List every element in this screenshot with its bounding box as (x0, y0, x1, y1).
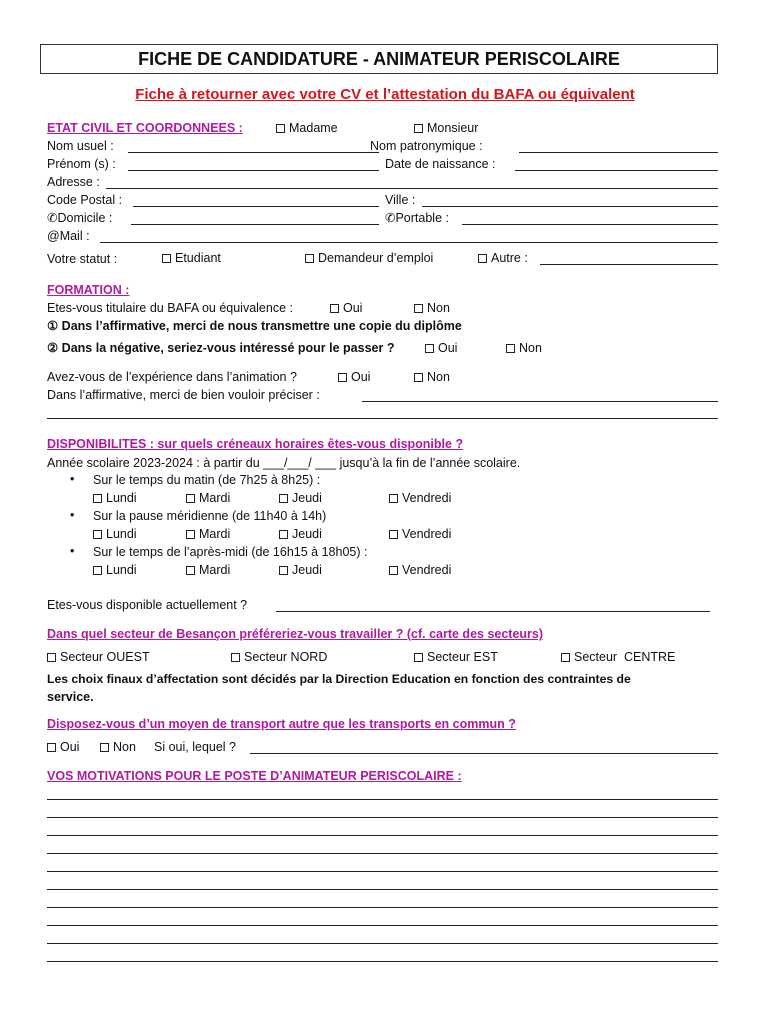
portable-label: ✆Portable : (385, 211, 449, 225)
motivation-line[interactable] (47, 961, 718, 962)
madame-checkbox[interactable] (276, 124, 285, 133)
form-title: FICHE DE CANDIDATURE - ANIMATEUR PERISCOLAIRE (40, 44, 718, 74)
ville-field[interactable] (422, 206, 718, 207)
passer-oui-checkbox[interactable] (425, 344, 434, 353)
date-naissance-field[interactable] (515, 170, 718, 171)
bafa-oui-option[interactable] (330, 300, 362, 316)
adresse-field[interactable] (106, 188, 718, 189)
formation-heading: FORMATION : (47, 283, 130, 297)
secteur-centre-option[interactable] (561, 649, 675, 665)
motivation-line[interactable] (47, 943, 718, 944)
date-naissance-label: Date de naissance : (385, 157, 496, 171)
secteur-label: Secteur EST (427, 650, 498, 664)
motivations-heading: VOS MOTIVATIONS POUR LE POSTE D’ANIMATEUR PERISCOLAIRE : (47, 769, 462, 783)
creneau-apres-midi: Sur le temps de l’après-midi (de 16h15 à 18h05) : (93, 545, 368, 559)
monsieur-option[interactable] (414, 120, 478, 136)
lequel-label: Si oui, lequel ? (154, 740, 237, 754)
experience-non-label: Non (427, 370, 450, 384)
prenom-label: Prénom (s) : (47, 157, 116, 171)
midi-vendredi-checkbox[interactable] (389, 530, 398, 539)
prenom-field[interactable] (128, 170, 379, 171)
apm-vendredi[interactable] (389, 562, 451, 578)
nom-patronymique-field[interactable] (519, 152, 718, 153)
matin-jeudi-checkbox[interactable] (279, 494, 288, 503)
passer-non-label: Non (519, 341, 542, 355)
motivation-line[interactable] (47, 907, 718, 908)
passer-non-checkbox[interactable] (506, 344, 515, 353)
etudiant-checkbox[interactable] (162, 254, 171, 263)
apm-lundi-checkbox[interactable] (93, 566, 102, 575)
lequel-field[interactable] (250, 753, 718, 754)
experience-oui-option[interactable] (338, 369, 370, 385)
day-label: Jeudi (292, 491, 322, 505)
motivation-line[interactable] (47, 835, 718, 836)
bafa-oui-label: Oui (343, 301, 363, 315)
apm-jeudi-checkbox[interactable] (279, 566, 288, 575)
transport-non-option[interactable] (100, 739, 136, 755)
day-label: Vendredi (402, 491, 452, 505)
bullet-icon: • (70, 544, 75, 558)
day-label: Jeudi (292, 527, 322, 541)
transport-oui-checkbox[interactable] (47, 743, 56, 752)
day-label: Mardi (199, 491, 231, 505)
preciser-field-line2[interactable] (47, 418, 718, 419)
madame-option[interactable] (276, 120, 338, 136)
midi-jeudi-checkbox[interactable] (279, 530, 288, 539)
midi-mardi[interactable] (186, 526, 230, 542)
motivation-line[interactable] (47, 925, 718, 926)
motivation-line[interactable] (47, 853, 718, 854)
secteur-ouest-option[interactable] (47, 649, 150, 665)
affectation-note-line2: service. (47, 690, 94, 704)
midi-mardi-checkbox[interactable] (186, 530, 195, 539)
monsieur-checkbox[interactable] (414, 124, 423, 133)
affirmative-note: ① Dans l’affirmative, merci de nous transmettre une copie du diplôme (47, 319, 462, 333)
secteur-ouest-checkbox[interactable] (47, 653, 56, 662)
midi-lundi-checkbox[interactable] (93, 530, 102, 539)
bullet-icon: • (70, 508, 75, 522)
ville-label: Ville : (385, 193, 416, 207)
nom-usuel-field[interactable] (128, 152, 379, 153)
monsieur-label: Monsieur (427, 121, 479, 135)
secteur-label: Secteur CENTRE (574, 650, 676, 664)
bafa-non-label: Non (427, 301, 450, 315)
mail-label: @Mail : (47, 229, 90, 243)
autre-option[interactable] (478, 250, 528, 266)
disponible-actuellement-label: Etes-vous disponible actuellement ? (47, 598, 248, 612)
matin-jeudi[interactable] (279, 490, 322, 506)
day-label: Lundi (106, 491, 137, 505)
autre-label: Autre : (491, 251, 528, 265)
day-label: Lundi (106, 563, 137, 577)
bafa-oui-checkbox[interactable] (330, 304, 339, 313)
matin-vendredi-checkbox[interactable] (389, 494, 398, 503)
nom-patronymique-label: Nom patronymique : (370, 139, 483, 153)
etudiant-option[interactable] (162, 250, 221, 266)
matin-mardi-checkbox[interactable] (186, 494, 195, 503)
creneau-matin: Sur le temps du matin (de 7h25 à 8h25) : (93, 473, 321, 487)
mail-field[interactable] (100, 242, 718, 243)
motivation-line[interactable] (47, 889, 718, 890)
secteur-centre-checkbox[interactable] (561, 653, 570, 662)
form-subtitle: Fiche à retourner avec votre CV et l’attestation du BAFA ou équivalent (135, 86, 635, 103)
bafa-non-checkbox[interactable] (414, 304, 423, 313)
day-label: Vendredi (402, 527, 452, 541)
preciser-label: Dans l’affirmative, merci de bien vouloir préciser : (47, 388, 320, 402)
apm-mardi-checkbox[interactable] (186, 566, 195, 575)
autre-field[interactable] (540, 264, 718, 265)
matin-vendredi[interactable] (389, 490, 451, 506)
domicile-label: ✆Domicile : (47, 211, 113, 225)
domicile-field[interactable] (131, 224, 379, 225)
day-label: Mardi (199, 563, 231, 577)
disponibilites-heading: DISPONIBILITES : sur quels créneaux horaires êtes-vous disponible ? (47, 437, 464, 451)
statut-label: Votre statut : (47, 252, 118, 266)
experience-non-option[interactable] (414, 369, 450, 385)
transport-non-checkbox[interactable] (100, 743, 109, 752)
code-postal-label: Code Postal : (47, 193, 123, 207)
midi-vendredi[interactable] (389, 526, 451, 542)
matin-mardi[interactable] (186, 490, 230, 506)
transport-oui-label: Oui (60, 740, 80, 754)
apm-lundi[interactable] (93, 562, 137, 578)
autre-checkbox[interactable] (478, 254, 487, 263)
secteur-label: Secteur OUEST (60, 650, 150, 664)
transport-non-label: Non (113, 740, 136, 754)
motivation-line[interactable] (47, 871, 718, 872)
secteur-heading: Dans quel secteur de Besançon préféreriez-vous travailler ? (cf. carte des secteurs) (47, 627, 544, 641)
motivation-line[interactable] (47, 799, 718, 800)
apm-mardi[interactable] (186, 562, 230, 578)
bafa-non-option[interactable] (414, 300, 450, 316)
apm-jeudi[interactable] (279, 562, 322, 578)
midi-jeudi[interactable] (279, 526, 322, 542)
experience-oui-checkbox[interactable] (338, 373, 347, 382)
annee-scolaire: Année scolaire 2023-2024 : à partir du ___/___/ ___ jusqu’à la fin de l’année scolaire. (47, 456, 521, 470)
matin-lundi[interactable] (93, 490, 137, 506)
etat-civil-heading: ETAT CIVIL ET COORDONNEES : (47, 121, 243, 135)
demandeur-label: Demandeur d’emploi (318, 251, 434, 265)
creneau-midi: Sur la pause méridienne (de 11h40 à 14h) (93, 509, 327, 523)
day-label: Vendredi (402, 563, 452, 577)
transport-heading: Disposez-vous d’un moyen de transport autre que les transports en commun ? (47, 717, 516, 731)
apm-vendredi-checkbox[interactable] (389, 566, 398, 575)
bullet-icon: • (70, 472, 75, 486)
passer-oui-label: Oui (438, 341, 458, 355)
matin-lundi-checkbox[interactable] (93, 494, 102, 503)
adresse-label: Adresse : (47, 175, 100, 189)
madame-label: Madame (289, 121, 338, 135)
experience-question: Avez-vous de l’expérience dans l’animation ? (47, 370, 297, 384)
secteur-est-checkbox[interactable] (414, 653, 423, 662)
demandeur-checkbox[interactable] (305, 254, 314, 263)
demandeur-option[interactable] (305, 250, 433, 266)
secteur-est-option[interactable] (414, 649, 498, 665)
day-label: Mardi (199, 527, 231, 541)
passer-oui-option[interactable] (425, 340, 457, 356)
disponible-actuellement-field[interactable] (276, 611, 710, 612)
passer-non-option[interactable] (506, 340, 542, 356)
nom-usuel-label: Nom usuel : (47, 139, 114, 153)
midi-lundi[interactable] (93, 526, 137, 542)
code-postal-field[interactable] (133, 206, 379, 207)
preciser-field[interactable] (362, 401, 718, 402)
bafa-question: Etes-vous titulaire du BAFA ou équivalence : (47, 301, 293, 315)
day-label: Lundi (106, 527, 137, 541)
negative-question: ② Dans la négative, seriez-vous intéressé pour le passer ? (47, 341, 395, 355)
secteur-nord-option[interactable] (231, 649, 327, 665)
day-label: Jeudi (292, 563, 322, 577)
experience-non-checkbox[interactable] (414, 373, 423, 382)
experience-oui-label: Oui (351, 370, 371, 384)
portable-field[interactable] (462, 224, 718, 225)
etudiant-label: Etudiant (175, 251, 221, 265)
transport-oui-option[interactable] (47, 739, 79, 755)
affectation-note-line1: Les choix finaux d’affectation sont décidés par la Direction Education en fonction des contraintes de (47, 672, 631, 686)
secteur-nord-checkbox[interactable] (231, 653, 240, 662)
secteur-label: Secteur NORD (244, 650, 328, 664)
motivation-line[interactable] (47, 817, 718, 818)
